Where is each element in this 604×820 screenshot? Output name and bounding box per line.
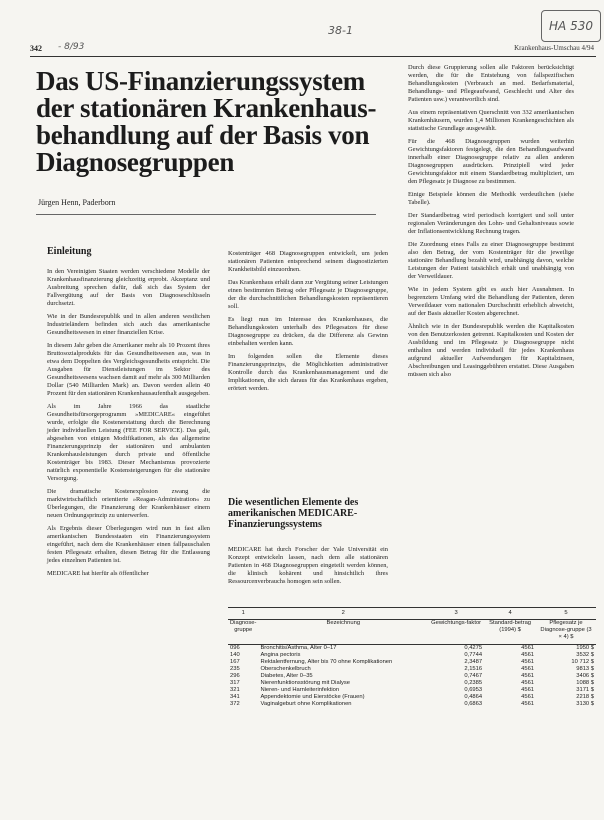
cell-code: 372 [230, 701, 240, 707]
text-column-1 [47, 268, 210, 583]
cell-standard: 4561 [521, 701, 535, 707]
cell-code: 167 [230, 659, 240, 665]
table-col-number: 5 [536, 608, 596, 620]
cell-code: 296 [230, 673, 240, 679]
paragraph: Das Krankenhaus erhält dann zur Vergütung seiner Leistungen einen bestimmten Betrag oder Pflegesatz je Diagnosegruppe, der die durchschnittlichen Behandlungskosten repräsentieren soll. [228, 279, 389, 310]
table-col-number: 1 [228, 608, 258, 620]
paragraph: Die dramatische Kostenexplosion zwang die marktwirtschaftlich orientierte »Reagan-Administration« zu Überlegungen, die Finanzierung der Krankenhäuser einem neuen Ordnungsprinzip zu unterwerfen. [47, 488, 210, 519]
section-heading-intro: Einleitung [47, 246, 92, 257]
paragraph: Der Standardbetrag wird periodisch korrigiert und soll unter regionalen Veränderungen des Lohn- und Gehaltsniveaus sowie der Inflationsentwicklung Rechnung tragen. [408, 212, 574, 235]
article-title: Das US-Finanzierungssystem der stationären Krankenhaus-behandlung auf der Basis von Diagnosegruppen [36, 66, 377, 177]
cell-code: 321 [230, 687, 240, 693]
cell-rate: 3406 $ [576, 673, 594, 679]
diagnosis-table [228, 608, 596, 708]
paragraph: Aus einem repräsentativen Querschnitt von 332 amerikanischen Krankenhäusern, wurden 1,4 Millionen Krankengeschichten als statistische Grundlage ausgewählt. [408, 109, 574, 132]
text-column-3 [408, 64, 574, 384]
paragraph: Als im Jahre 1966 das staatliche Gesundheitsfürsorgeprogramm »MEDICARE« eingeführt wurde, erfolgte die Kostenerstattung durch die Berechnung jeder individuellen Leistung (FEE FOR SERVICE). Das galt, abgesehen von einigen Modifikationen, als das allgemeine Finanzierungsprinzip der stationären und ambulanten Krankenhausleistungen durch private und öffentliche Kostenträger bis 1983. Dieser Mechanismus provozierte natürlich exponentielle Kostensteigerungen für die stationäre Versorgung. [47, 403, 210, 482]
cell-standard: 4561 [521, 687, 535, 693]
cell-rate: 2218 $ [576, 694, 594, 700]
table-row [228, 666, 596, 673]
table-row [228, 652, 596, 659]
paragraph: Einige Beispiele können die Methodik verdeutlichen (siehe Tabelle). [408, 191, 574, 206]
cell-label: Bronchitis/Asthma, Alter 0–17 [260, 645, 337, 651]
paragraph: MEDICARE hat hierfür als öffentlicher [47, 570, 149, 577]
paragraph: Wie in jedem System gibt es auch hier Ausnahmen. In begrenztem Umfang wird die Behandlung der Patienten, deren Verweildauer vom nationalen Durchschnitt erheblich abweicht, auf der Basis aktueller Kosten abgerechnet. [408, 286, 574, 317]
handwritten-stamp: HA 530 [541, 10, 601, 42]
paragraph: Als Ergebnis dieser Überlegungen wird nun in fast allen amerikanischen Bundesstaaten ein Finanzierungssystem eingeführt, nach dem die Krankenhäuser einen fallpauschalen festen Pflegesatz erhalten, diesen Betrag für die Entlassung jedes einzelnen Patienten ist. [47, 525, 210, 564]
handwritten-page-note: - 8/93 [58, 42, 85, 52]
paragraph: Für die 468 Diagnosegruppen wurden weiterhin Gewichtungsfaktoren festgelegt, die den Behandlungsaufwand innerhalb einer Diagnosegruppe relativ zu allen anderen Diagnosegruppen ausdrücken. Prinzipiell wird jeder Gewichtungsfaktor mit einem Standardbetrag multipliziert, um den Pflegesatz je Diagnose zu bestimmen. [408, 138, 574, 185]
cell-weight: 0,7744 [464, 652, 483, 658]
cell-weight: 0,2385 [464, 680, 483, 686]
paragraph: Wie in der Bundesrepublik und in allen anderen westlichen Industrieländern befinden sich auch das amerikanische Gesundheitswesen in einer finanziellen Krise. [47, 313, 210, 336]
table-row [228, 694, 596, 701]
journal-header: Krankenhaus-Umschau 4/94 [514, 44, 594, 52]
cell-weight: 0,6863 [464, 701, 483, 707]
paragraph: Die Zuordnung eines Falls zu einer Diagnosegruppe bestimmt also den Betrag, der vom Kostenträger für die jeweilige stationäre Behandlung bezahlt wird, unabhängig davon, welche Leistungen der Patient tatsächlich erhält und unabhängig von der Verweildauer. [408, 241, 574, 280]
cell-rate: 1950 $ [576, 645, 594, 651]
text-column-2-bottom [228, 546, 388, 591]
table-header: Standard-betrag (1994) $ [484, 620, 536, 645]
section-heading-elements: Die wesentlichen Elemente des amerikanischen MEDICARE-Finanzierungssystems [228, 497, 359, 530]
cell-weight: 0,4275 [464, 645, 483, 651]
table-header: Gewichtungs-faktor [428, 620, 484, 645]
cell-code: 235 [230, 666, 240, 672]
table-row [228, 673, 596, 680]
cell-code: 317 [230, 680, 240, 686]
table-row [228, 701, 596, 708]
paragraph: In den Vereinigten Staaten werden verschiedene Modelle der Krankenhausfinanzierung gleichzeitig erprobt. Akzeptanz und Ausbreitung sprechen dafür, daß sich das System der Fallvergütung auf der Basis von Diagnoseschlüsseln durchsetzt. [47, 268, 210, 307]
cell-rate: 9813 $ [576, 666, 594, 672]
cell-label: Oberschenkelbruch [260, 666, 311, 672]
cell-rate: 3532 $ [576, 652, 594, 658]
table-row [228, 687, 596, 694]
table-header: Bezeichnung [258, 620, 428, 645]
paragraph: Im folgenden sollen die Elemente dieses Finanzierungsprinzips, die Möglichkeiten administrativer Kontrolle durch das Krankenhausmanagement und die Implikationen, die sich daraus für das Krankenhaus ergeben, erörtert werden. [228, 353, 388, 392]
table-header: Diagnose-gruppe [228, 620, 258, 645]
cell-rate: 1088 $ [576, 680, 594, 686]
cell-rate: 10 712 $ [571, 659, 594, 665]
table-header: Pflegesatz je Diagnose-gruppe (3 × 4) $ [536, 620, 596, 645]
paragraph: Kostenträger 468 Diagnosegruppen entwickelt, um jeden stationären Patienten entsprechend seinem diagnostizierten Krankheitsbild einzuordnen. [228, 250, 388, 273]
text-column-2 [228, 250, 388, 398]
cell-standard: 4561 [521, 680, 535, 686]
paragraph: Ähnlich wie in der Bundesrepublik werden die Kapitalkosten von den Benutzerkosten getrennt. Kapitalkosten und Kosten der Ausbildung und im Pflegesatz je Diagnosegruppe nicht enthalten und werden individuell für jedes Krankenhaus aufgrund aktueller Aufwendungen für Kapitalzinsen, Abschreibungen und Leasinggebühren erstattet. Diese Ausgaben müssen sich also [408, 323, 574, 378]
cell-label: Diabetes, Alter 0–35 [260, 673, 313, 679]
paragraph: In diesem Jahr geben die Amerikaner mehr als 10 Prozent ihres Bruttosozialprodukts für das Gesundheitswesen aus, was in etwa dem Doppelten des Vergleichsgesundheits entspricht. Die Ausgaben für Dienstleistungen im Sektor des Gesundheitswesens wachsen damit auf mehr als 300 Milliarden Dollar (540 Milliarden Mark) an. Davon werden allein 40 Prozent für den stationären Krankenhausaufenthalt ausgegeben. [47, 342, 210, 397]
cell-standard: 4561 [521, 694, 535, 700]
paragraph: Durch diese Gruppierung sollen alle Faktoren berücksichtigt werden, die für die Entstehung von fallspezifischen Behandlungskosten (Verbrauch an med. Bedarfsmaterial, Behandlungs- und Pflegeaufwand, Geschlecht und Alter des Patienten usw.) verantwortlich sind. [408, 64, 574, 103]
cell-label: Rektalentfernung, Alter bis 70 ohne Komplikationen [260, 659, 393, 665]
cell-label: Nieren- und Harnleiterinfektion [260, 687, 340, 693]
header-rule [30, 56, 596, 57]
cell-label: Nierenfunktionsstörung mit Dialyse [260, 680, 351, 686]
paragraph: Es liegt nun im Interesse des Krankenhauses, die Behandlungskosten unterhalb des Pflegesatzes für diese Diagnosegruppe zu drücken, da die Differenz als Gewinn einbehalten werden kann. [228, 316, 388, 347]
cell-standard: 4561 [521, 673, 535, 679]
paragraph: MEDICARE hat durch Forscher der Yale Universität ein Konzept entwickeln lassen, nach dem alle stationären Patienten in 468 Diagnosegruppen eingeteilt werden können, die klinisch kohärent und hinsichtlich ihres Ressourcenverbrauchs homogen sein sollen. [228, 546, 388, 585]
cell-code: 096 [230, 645, 240, 651]
cell-standard: 4561 [521, 652, 535, 658]
cell-rate: 3171 $ [576, 687, 594, 693]
cell-weight: 0,6953 [464, 687, 483, 693]
title-rule [36, 214, 376, 215]
table-row [228, 680, 596, 687]
page-number: 342 [30, 44, 42, 53]
cell-weight: 0,4864 [464, 694, 483, 700]
cell-label: Appendektomie und Eierstöcke (Frauen) [260, 694, 365, 700]
cell-standard: 4561 [521, 666, 535, 672]
cell-label: Angina pectoris [260, 652, 301, 658]
cell-weight: 2,3487 [464, 659, 483, 665]
article-author: Jürgen Henn, Paderborn [38, 198, 116, 207]
handwritten-note: 38-1 [328, 24, 353, 37]
table-row [228, 659, 596, 666]
cell-code: 341 [230, 694, 240, 700]
cell-weight: 2,1516 [464, 666, 483, 672]
table-col-number: 4 [484, 608, 536, 620]
cell-rate: 3130 $ [576, 701, 594, 707]
cell-standard: 4561 [521, 659, 535, 665]
table-row [228, 645, 596, 653]
cell-weight: 0,7467 [464, 673, 483, 679]
cell-label: Vaginalgeburt ohne Komplikationen [260, 701, 352, 707]
cell-standard: 4561 [521, 645, 535, 651]
cell-code: 140 [230, 652, 240, 658]
table-col-number: 3 [428, 608, 484, 620]
table-col-number: 2 [258, 608, 428, 620]
